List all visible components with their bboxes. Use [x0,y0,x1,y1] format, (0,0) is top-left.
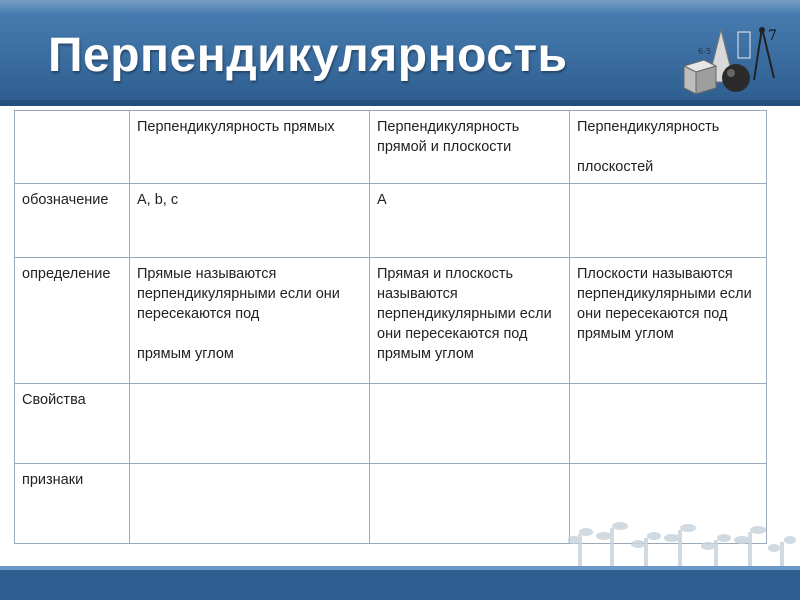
perpendicularity-table [14,110,767,544]
cell-definition-line-plane: Прямая и плоскость называются перпендикулярными если они пересекаются под прямым углом [370,258,570,384]
header-cell-line-plane: Перпендикулярность прямой и плоскости [370,111,570,184]
row-label-notation: обозначение [15,184,130,258]
svg-text:7: 7 [768,28,777,44]
cell-properties-lines [130,384,370,464]
slide-title: Перпендикулярность [48,29,568,82]
row-label-definition: определение [15,258,130,384]
cell-properties-planes [570,384,767,464]
cell-definition-lines: Прямые называются перпендикулярными если они пересекаются под прямым углом [130,258,370,384]
table-row-notation [15,184,767,258]
svg-text:6-5: 6-5 [698,47,712,56]
cell-criteria-line-plane [370,464,570,544]
table-row-properties [15,384,767,464]
header-stripe [0,100,800,106]
header-highlight [0,0,800,14]
header-cell-lines: Перпендикулярность прямых [130,111,370,184]
row-label-properties: Свойства [15,384,130,464]
header-cell-empty [15,111,130,184]
geometry-solids-icon [676,22,786,100]
plants-silhouette-icon [568,520,798,570]
cell-properties-line-plane [370,384,570,464]
cell-definition-planes: Плоскости называются перпендикулярными если они пересекаются под прямым углом [570,258,767,384]
table-header-row [15,111,767,184]
cell-criteria-lines [130,464,370,544]
cell-notation-line-plane: A [370,184,570,258]
cell-notation-planes [570,184,767,258]
header-cell-planes: Перпендикулярность плоскостей [570,111,767,184]
slide-footer [0,570,800,600]
table-row-definition [15,258,767,384]
cell-notation-lines: A, b, c [130,184,370,258]
row-label-criteria: признаки [15,464,130,544]
